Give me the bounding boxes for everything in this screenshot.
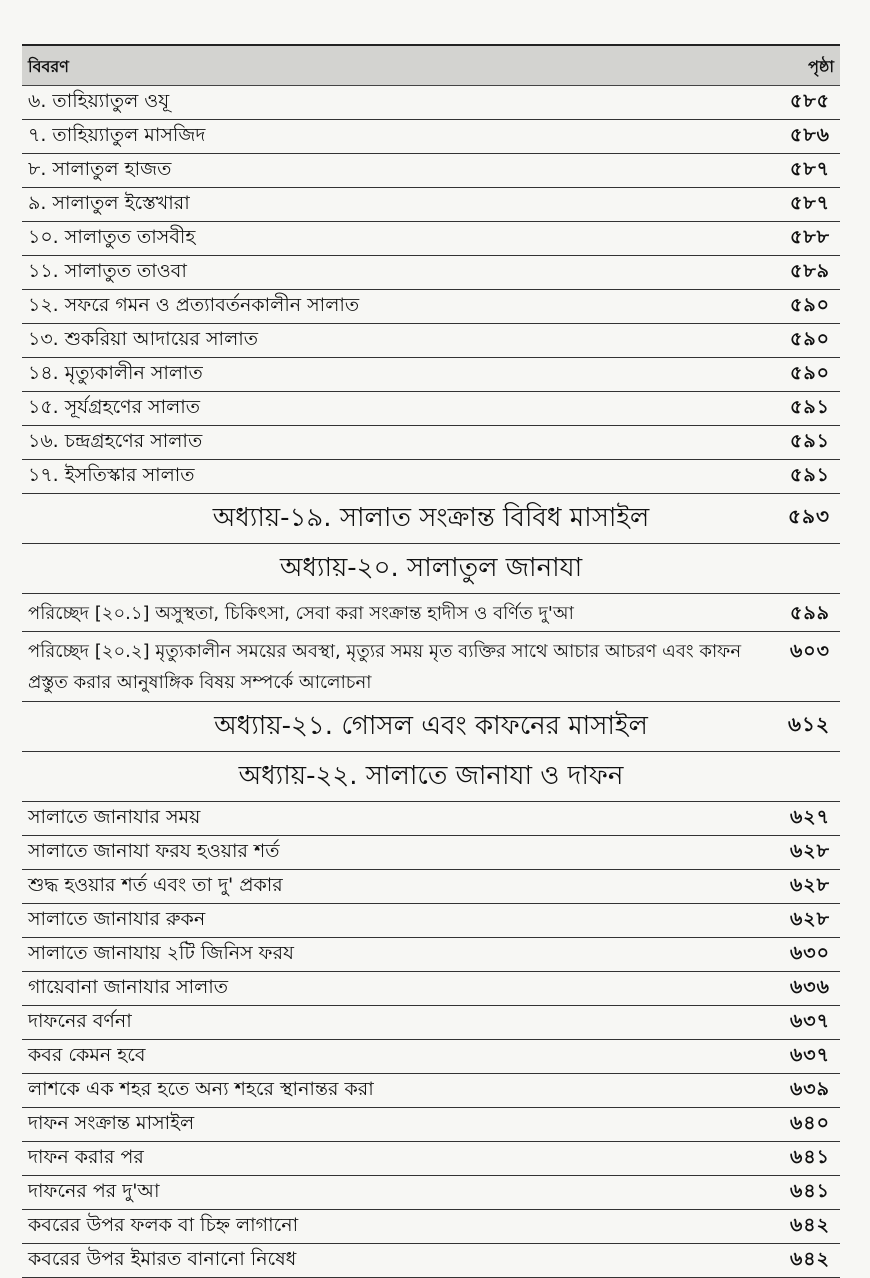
entry-page: ৬২৭ bbox=[789, 805, 830, 828]
toc-row bbox=[22, 188, 840, 222]
toc-row bbox=[22, 870, 840, 904]
entry-page: ৫৮৯ bbox=[790, 259, 830, 282]
entry-title: গায়েবানা জানাযার সালাত bbox=[28, 975, 229, 998]
entry-title: কবর কেমন হবে bbox=[28, 1043, 146, 1066]
entry-title: কবরের উপর ফলক বা চিহ্ন লাগানো bbox=[28, 1213, 299, 1236]
entry-title: সালাতে জানাযার সময় bbox=[28, 805, 201, 828]
section-title: পরিচ্ছেদ [২০.২] মৃত্যুকালীন সময়ের অবস্থা, মৃত্যুর সময় মৃত ব্যক্তির সাথে আচার আচরণ এবং কাফন প্রস্তুত করার আনুষাঙ্গিক বিষয় সম্পর্কে আলোচনা bbox=[28, 641, 742, 693]
entry-page: ৬৩০ bbox=[789, 941, 830, 964]
toc-row bbox=[22, 938, 840, 972]
toc-row bbox=[22, 1210, 840, 1244]
toc-row bbox=[22, 972, 840, 1006]
section-page: ৫৯৯ bbox=[790, 602, 830, 624]
section-page: ৬০৩ bbox=[789, 640, 830, 662]
entry-page: ৫৮৮ bbox=[790, 225, 830, 248]
entry-page: ৫৮৭ bbox=[789, 157, 830, 180]
entry-page: ৫৮৬ bbox=[789, 123, 830, 146]
toc-row bbox=[22, 1176, 840, 1210]
entry-page: ৫৯০ bbox=[789, 361, 830, 384]
entry-title: শুদ্ধ হওয়ার শর্ত এবং তা দু' প্রকার bbox=[28, 873, 283, 896]
toc-row bbox=[22, 358, 840, 392]
chapter-heading-19 bbox=[22, 494, 840, 544]
toc-row bbox=[22, 460, 840, 494]
entry-page: ৬৪১ bbox=[789, 1145, 830, 1168]
entry-page: ৬২৮ bbox=[789, 873, 830, 896]
entry-title: ১৪. মৃত্যুকালীন সালাত bbox=[28, 361, 203, 384]
entry-page: ৬৩৭ bbox=[789, 1009, 830, 1032]
toc-row bbox=[22, 1074, 840, 1108]
entry-title: ৯. সালাতুল ইস্তেখারা bbox=[28, 191, 190, 214]
entry-page: ৬৪১ bbox=[789, 1179, 830, 1202]
toc-row bbox=[22, 1244, 840, 1278]
entry-page: ৬৪০ bbox=[789, 1111, 830, 1134]
toc-row bbox=[22, 836, 840, 870]
entry-title: ১৩. শুকরিয়া আদায়ের সালাত bbox=[28, 327, 258, 350]
toc-row bbox=[22, 324, 840, 358]
entry-page: ৬২৮ bbox=[789, 907, 830, 930]
entry-page: ৬২৮ bbox=[789, 839, 830, 862]
entry-page: ৫৯০ bbox=[789, 327, 830, 350]
entry-title: লাশকে এক শহর হতে অন্য শহরে স্থানান্তর করা bbox=[28, 1077, 374, 1100]
entry-title: ১২. সফরে গমন ও প্রত্যাবর্তনকালীন সালাত bbox=[28, 293, 360, 316]
entry-page: ৫৮৭ bbox=[789, 191, 830, 214]
entry-title: ১৭. ইসতিস্কার সালাত bbox=[28, 463, 195, 486]
chapter-heading-22 bbox=[22, 752, 840, 802]
toc-row bbox=[22, 426, 840, 460]
toc-row bbox=[22, 904, 840, 938]
toc-row bbox=[22, 1108, 840, 1142]
chapter-title: অধ্যায়-২২. সালাতে জানাযা ও দাফন bbox=[238, 760, 624, 791]
chapter-title: অধ্যায়-২১. গোসল এবং কাফনের মাসাইল bbox=[214, 710, 648, 741]
toc-row bbox=[22, 256, 840, 290]
toc-row bbox=[22, 290, 840, 324]
chapter-heading-21 bbox=[22, 702, 840, 752]
entry-title: ৭. তাহিয়্যাতুল মাসজিদ bbox=[28, 123, 206, 146]
table-of-contents bbox=[22, 44, 840, 1278]
entry-title: ৬. তাহিয়্যাতুল ওযূ bbox=[28, 89, 170, 112]
chapter-page: ৫৯৩ bbox=[788, 504, 830, 528]
entry-title: ১০. সালাতুত তাসবীহ bbox=[28, 225, 196, 248]
entry-page: ৫৯১ bbox=[790, 395, 830, 418]
entry-title: সালাতে জানাযায় ২টি জিনিস ফরয bbox=[28, 941, 294, 964]
entry-title: দাফনের বর্ণনা bbox=[28, 1009, 132, 1032]
header-description: বিবরণ bbox=[28, 57, 69, 76]
toc-row bbox=[22, 1142, 840, 1176]
entry-title: ১১. সালাতুত তাওবা bbox=[28, 259, 187, 282]
section-title: পরিচ্ছেদ [২০.১] অসুস্থতা, চিকিৎসা, সেবা করা সংক্রান্ত হাদীস ও বর্ণিত দু'আ bbox=[28, 603, 574, 624]
toc-group-1 bbox=[22, 86, 840, 494]
entry-title: দাফনের পর দু'আ bbox=[28, 1179, 160, 1202]
entry-title: দাফন সংক্রান্ত মাসাইল bbox=[28, 1111, 195, 1134]
toc-row bbox=[22, 86, 840, 120]
toc-row bbox=[22, 222, 840, 256]
entry-page: ৬৩৬ bbox=[789, 975, 830, 998]
chapter-title: অধ্যায়-২০. সালাতুল জানাযা bbox=[279, 552, 583, 583]
entry-page: ৫৯১ bbox=[790, 429, 830, 452]
toc-row bbox=[22, 802, 840, 836]
entry-title: সালাতে জানাযা ফরয হওয়ার শর্ত bbox=[28, 839, 280, 862]
toc-row bbox=[22, 1040, 840, 1074]
toc-row bbox=[22, 1006, 840, 1040]
toc-row bbox=[22, 154, 840, 188]
entry-title: ১৬. চন্দ্রগ্রহণের সালাত bbox=[28, 429, 203, 452]
toc-group-2 bbox=[22, 802, 840, 1278]
header-page: পৃষ্ঠা bbox=[808, 57, 834, 76]
entry-page: ৫৯১ bbox=[790, 463, 830, 486]
entry-title: দাফন করার পর bbox=[28, 1145, 144, 1168]
entry-title: ৮. সালাতুল হাজত bbox=[28, 157, 172, 180]
entry-page: ৬৩৯ bbox=[789, 1077, 830, 1100]
chapter-heading-20 bbox=[22, 544, 840, 594]
chapter-page: ৬১২ bbox=[788, 712, 830, 736]
section-row bbox=[22, 594, 840, 632]
entry-page: ৬৩৭ bbox=[789, 1043, 830, 1066]
toc-row bbox=[22, 120, 840, 154]
entry-page: ৬৪২ bbox=[789, 1213, 830, 1236]
toc-row bbox=[22, 392, 840, 426]
entry-title: কবরের উপর ইমারত বানানো নিষেধ bbox=[28, 1247, 297, 1270]
section-row bbox=[22, 632, 840, 702]
entry-page: ৫৯০ bbox=[789, 293, 830, 316]
toc-header bbox=[22, 44, 840, 86]
entry-title: ১৫. সূর্যগ্রহণের সালাত bbox=[28, 395, 201, 418]
entry-page: ৬৪২ bbox=[789, 1247, 830, 1270]
chapter-title: অধ্যায়-১৯. সালাত সংক্রান্ত বিবিধ মাসাইল bbox=[212, 502, 650, 533]
entry-page: ৫৮৫ bbox=[790, 89, 830, 112]
entry-title: সালাতে জানাযার রুকন bbox=[28, 907, 206, 930]
